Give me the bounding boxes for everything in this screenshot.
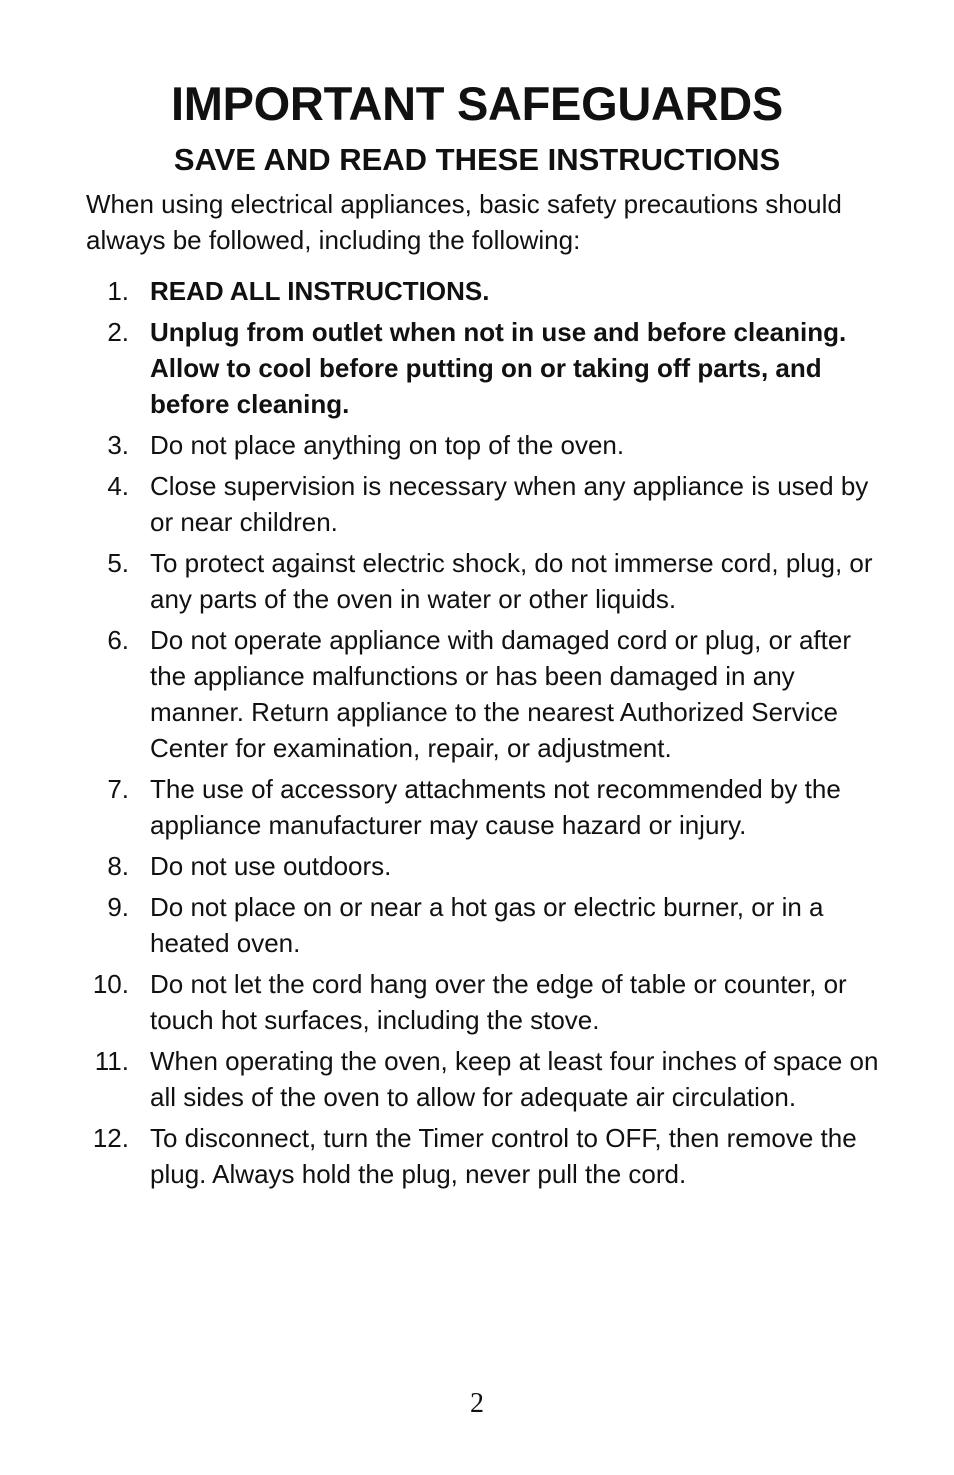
item-number: 11.	[94, 1046, 129, 1076]
item-number: 5.	[107, 548, 129, 578]
item-number: 7.	[107, 774, 129, 804]
list-item	[0, 273, 880, 309]
list-item	[0, 848, 880, 884]
item-number: 1.	[107, 276, 129, 306]
list-item	[0, 1043, 880, 1115]
item-number: 12.	[92, 1123, 129, 1153]
item-text: Do not use outdoors.	[150, 851, 392, 881]
item-text: To disconnect, turn the Timer control to OFF, then remove the plug. Always hold the plug, never pull the cord.	[150, 1123, 857, 1189]
list-item	[0, 889, 880, 961]
list-item	[0, 545, 880, 617]
item-number: 9.	[107, 892, 129, 922]
item-text: Do not let the cord hang over the edge of table or counter, or touch hot surfaces, including the stove.	[150, 969, 847, 1035]
list-item	[0, 468, 880, 540]
item-text: Do not place anything on top of the oven.	[150, 430, 625, 460]
page-title: IMPORTANT SAFEGUARDS	[171, 77, 783, 130]
page-number: 2	[470, 1388, 484, 1419]
item-text: When operating the oven, keep at least four inches of space on all sides of the oven to allow for adequate air circulation.	[150, 1046, 879, 1112]
safeguards-list	[0, 273, 954, 1197]
list-item	[0, 427, 880, 463]
item-number: 2.	[107, 317, 129, 347]
list-item	[0, 966, 880, 1038]
item-text: To protect against electric shock, do not immerse cord, plug, or any parts of the oven in water or other liquids.	[150, 548, 873, 614]
item-text: Unplug from outlet when not in use and before cleaning. Allow to cool before putting on or taking off parts, and before cleaning.	[150, 317, 847, 419]
list-item	[0, 771, 880, 843]
item-number: 6.	[107, 625, 129, 655]
item-text: The use of accessory attachments not recommended by the appliance manufacturer may cause hazard or injury.	[150, 774, 841, 840]
item-number: 3.	[107, 430, 129, 460]
item-text: Do not operate appliance with damaged cord or plug, or after the appliance malfunctions or has been damaged in any manner. Return appliance to the nearest Authorized Service Center for examination, repair, or adjustment.	[150, 625, 851, 763]
item-text: READ ALL INSTRUCTIONS.	[150, 276, 490, 306]
item-text: Do not place on or near a hot gas or electric burner, or in a heated oven.	[150, 892, 824, 958]
list-item	[0, 1120, 880, 1192]
item-number: 8.	[107, 851, 129, 881]
page-subtitle: SAVE AND READ THESE INSTRUCTIONS	[173, 142, 781, 177]
item-text: Close supervision is necessary when any appliance is used by or near children.	[150, 471, 869, 537]
intro-paragraph: When using electrical appliances, basic safety precautions should always be followed, including the following:	[86, 189, 842, 255]
list-item	[0, 314, 880, 422]
item-number: 10.	[92, 969, 129, 999]
list-item	[0, 622, 880, 766]
item-number: 4.	[107, 471, 129, 501]
